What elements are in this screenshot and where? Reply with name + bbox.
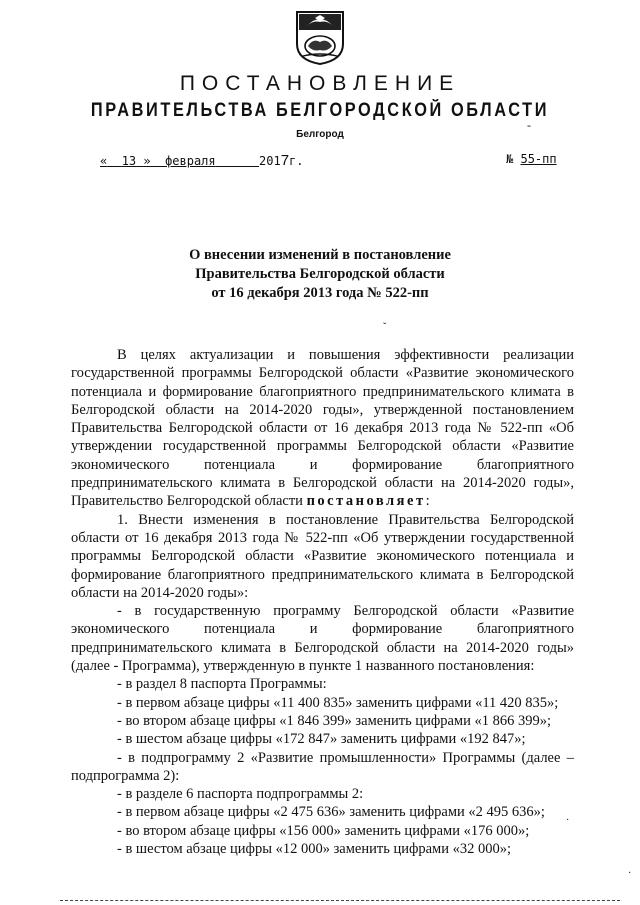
heading-line-3: от 16 декабря 2013 года № 522-пп xyxy=(211,285,429,301)
document-body xyxy=(71,346,574,858)
date-year-digit: 7 xyxy=(280,152,290,169)
document-number xyxy=(506,152,557,166)
date-close-quote: » xyxy=(143,154,151,168)
edge-mark: · xyxy=(628,868,632,879)
heading-line-2: Правительства Белгородской области xyxy=(195,266,445,282)
clause-1: 1. Внести изменения в постановление Правительства Белгородской области от 16 декабря 2013 года № 522-пп «Об утверждении государственной программы Белгородской области «Развитие экономического потенциала и формирование благоприятного предпринимательского климата в Белгородской области на 2014-2020 годы»: xyxy=(71,511,574,601)
clause-section-6: - в разделе 6 паспорта подпрограммы 2: xyxy=(117,786,364,803)
date-month: февраля xyxy=(165,154,216,168)
date-year-suffix: г. xyxy=(289,154,304,168)
date-year-prefix: 201 xyxy=(259,154,281,168)
document-type-title: ПОСТАНОВЛЕНИЕ xyxy=(179,72,461,95)
number-value: 55-пп xyxy=(520,152,557,166)
clause-sub-second-paragraph: - во втором абзаце цифры «156 000» заменить цифрами «176 000»; xyxy=(117,822,530,839)
preamble-text: В целях актуализации и повышения эффективности реализации государственной программы Белгородской области «Развитие экономического потенциала и формирование благоприятного предпринимательского климата в Белгородской области на 2014-2020 годы», утвержденной постановлением Правительства Белгородской области от 16 декабря 2013 года № 522-пп «Об утверждении государственной программы Белгородской области «Развитие экономического потенциала и формирование благоприятного предпринимательского климата в Белгородской области на 2014-2020 годы», Правительство Белгородской области xyxy=(71,347,574,510)
clause-second-paragraph: - во втором абзаце цифры «1 846 399» заменить цифрами «1 866 399»; xyxy=(117,712,551,729)
date-day: 13 xyxy=(121,154,137,168)
side-mark: · xyxy=(566,815,570,826)
clause-sixth-paragraph: - в шестом абзаце цифры «172 847» заменить цифрами «192 847»; xyxy=(117,731,526,748)
belgorod-coat-of-arms-icon xyxy=(293,6,347,66)
heading-line-1: О внесении изменений в постановление xyxy=(189,247,451,263)
document-date xyxy=(100,152,303,169)
preamble-colon: : xyxy=(425,493,430,510)
clause-program-change: - в государственную программу Белгородской области «Развитие экономического потенциала и формирование благоприятного предпринимательского климата в Белгородской области на 2014-2020 годы» (далее - Программа), утвержденную в пункте 1 названного постановления: xyxy=(71,603,574,675)
resolution-verb: постановляет xyxy=(306,493,426,510)
clause-subprogram-2: - в подпрограмму 2 «Развитие промышленности» Программы (далее – подпрограмма 2): xyxy=(71,749,574,784)
clause-sub-first-paragraph: - в первом абзаце цифры «2 475 636» заменить цифрами «2 495 636»; xyxy=(117,804,545,821)
clause-sub-sixth-paragraph: - в шестом абзаце цифры «12 000» заменить цифрами «32 000»; xyxy=(117,841,512,858)
stray-mark: ˇ xyxy=(383,322,387,333)
clause-section-8: - в раздел 8 паспорта Программы: xyxy=(117,676,327,693)
preamble-paragraph xyxy=(71,346,574,511)
scan-footer-line xyxy=(60,900,620,901)
number-label: № xyxy=(506,152,514,166)
dash-mark: - xyxy=(527,118,531,132)
date-open-quote: « xyxy=(100,154,108,168)
clause-first-paragraph: - в первом абзаце цифры «11 400 835» заменить цифрами «11 420 835»; xyxy=(117,694,559,711)
city-name: Белгород xyxy=(296,129,344,140)
document-heading xyxy=(0,246,640,303)
issuing-authority: ПРАВИТЕЛЬСТВА БЕЛГОРОДСКОЙ ОБЛАСТИ xyxy=(90,100,550,121)
